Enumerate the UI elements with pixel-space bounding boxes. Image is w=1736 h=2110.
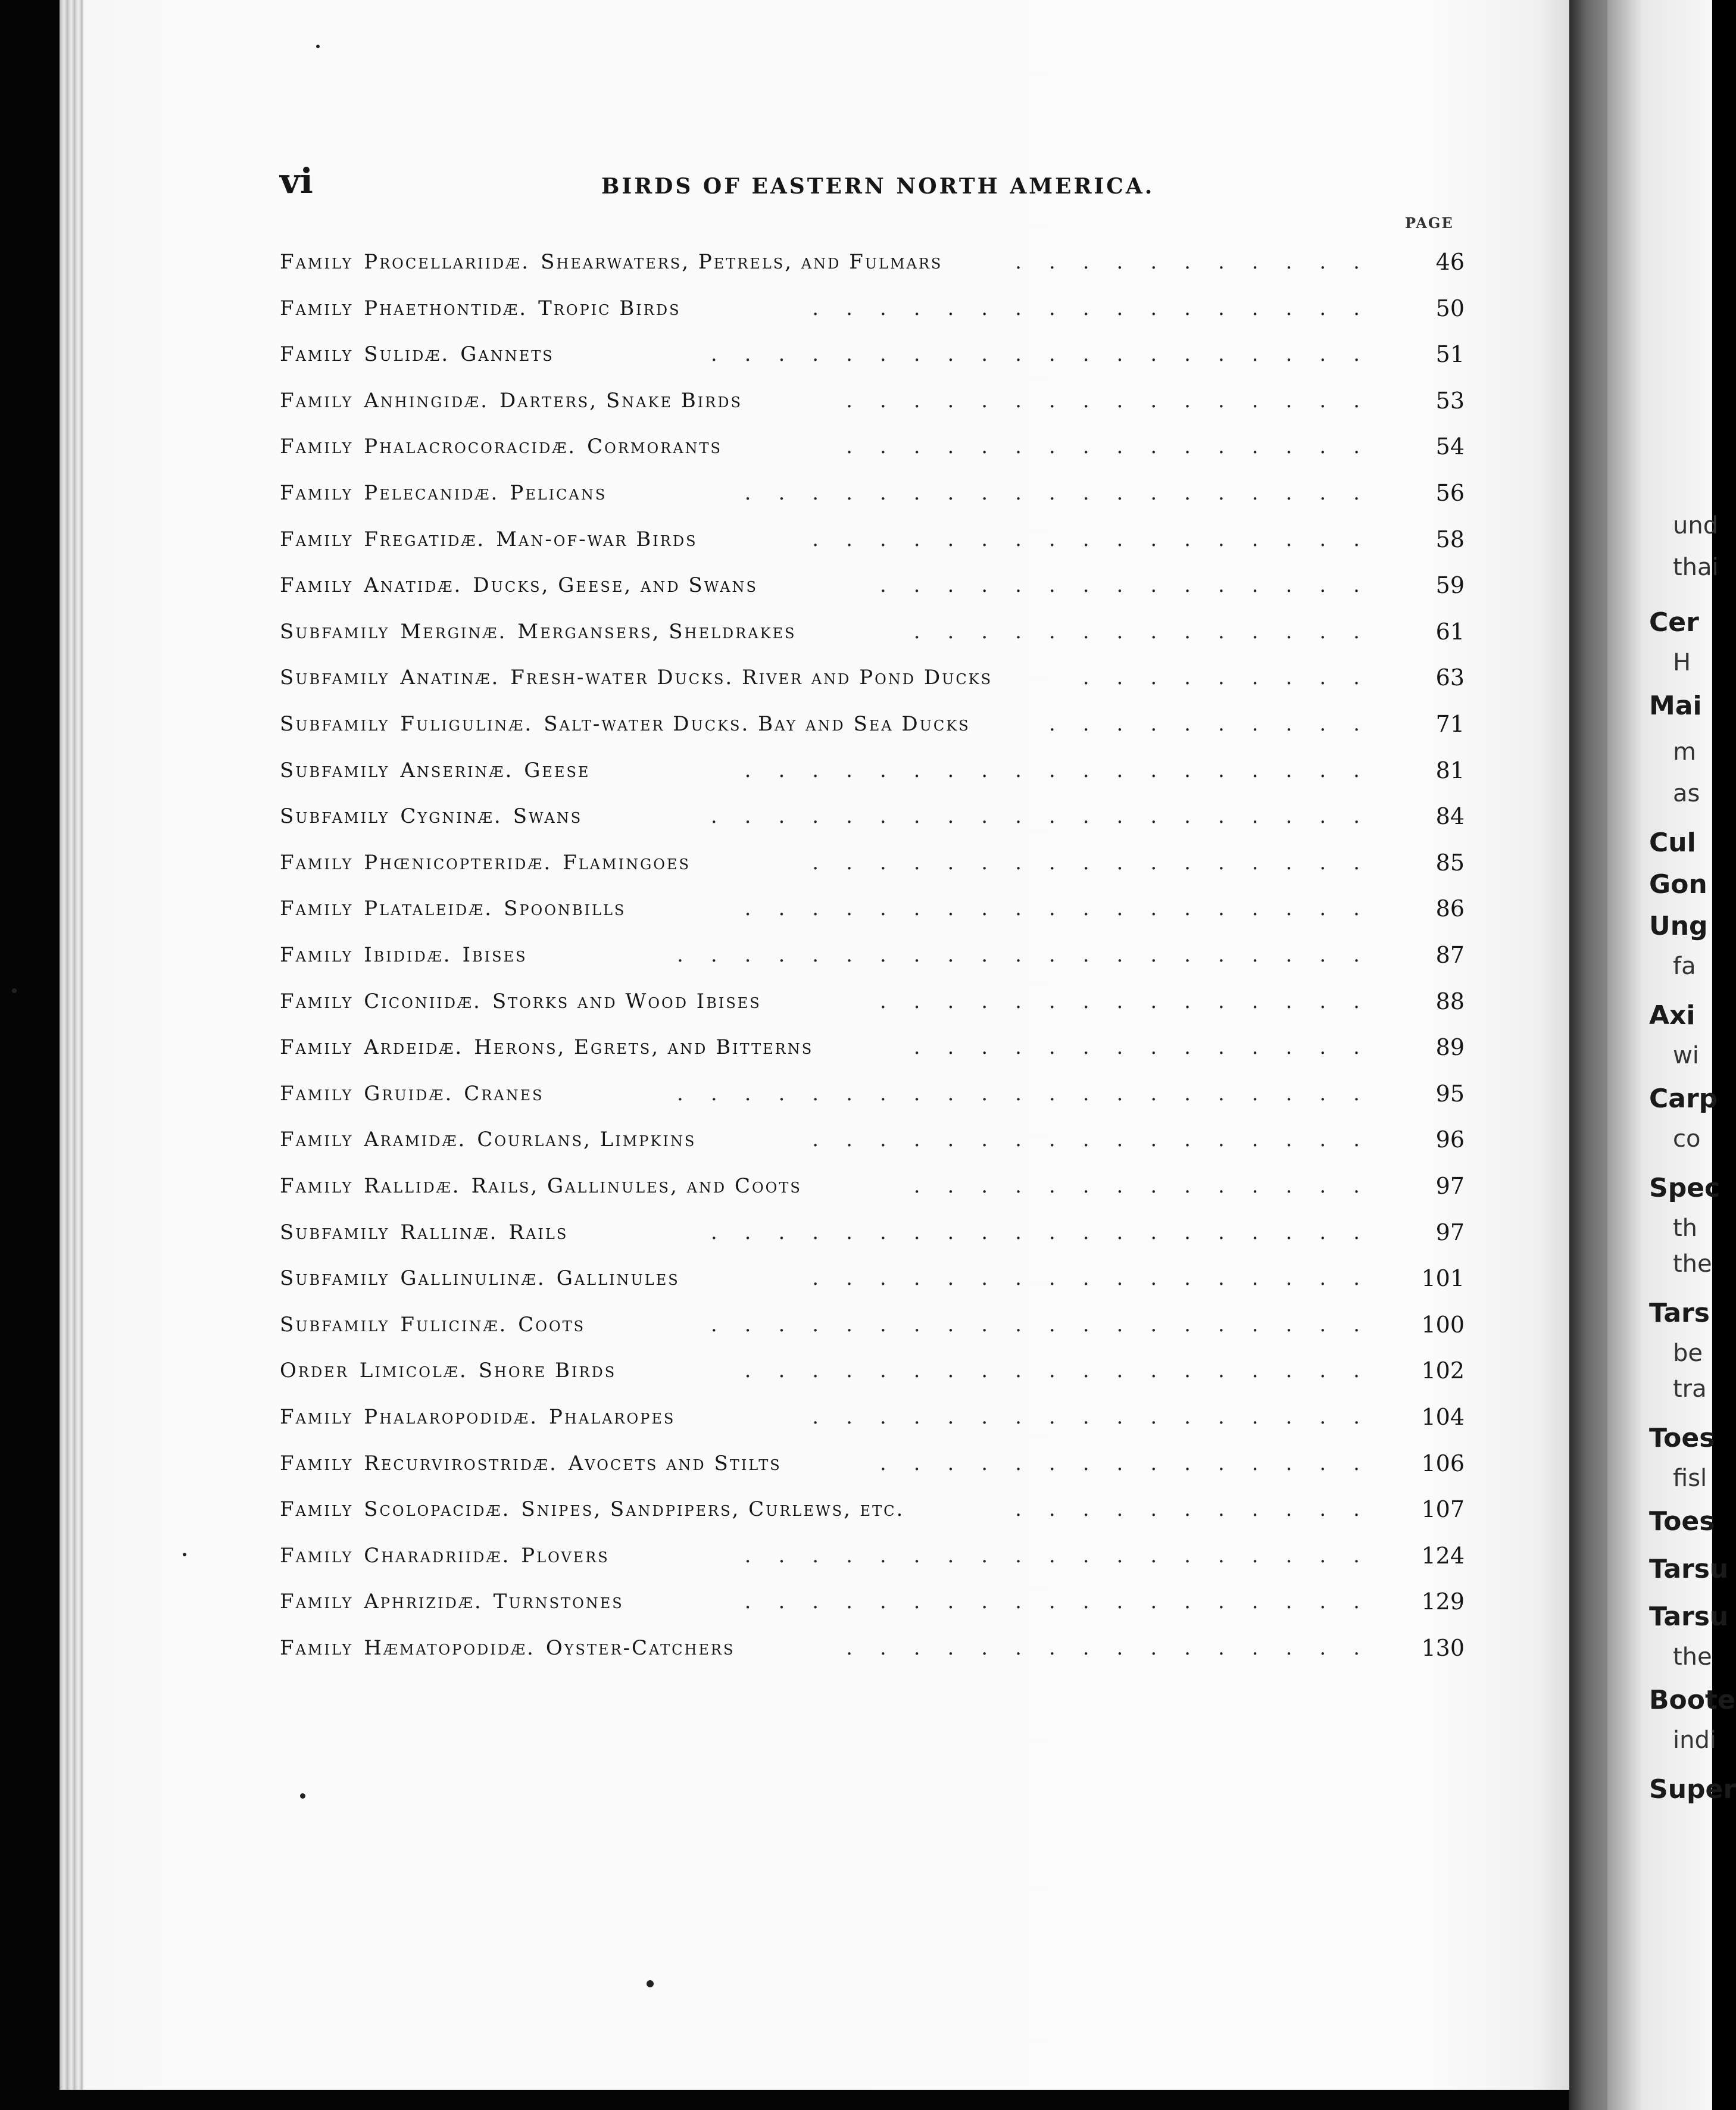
facing-page-fragment: H	[1673, 649, 1691, 676]
taxon-common-name: Avocets and Stilts	[568, 1452, 782, 1475]
taxon-common-name: Shore Birds	[478, 1359, 617, 1382]
toc-entry	[280, 1584, 1465, 1619]
facing-page-fragment: Carp	[1649, 1084, 1718, 1114]
taxon-common-name: Ducks, Geese, and Swans	[473, 573, 758, 597]
toc-entry-heading	[280, 1399, 675, 1435]
taxon-latin-name: Anatinæ.	[400, 666, 500, 689]
taxon-latin-name: Hæmatopodidæ.	[364, 1636, 535, 1660]
toc-page-number: 81	[1435, 757, 1465, 784]
leader-dots: .................	[812, 296, 1387, 320]
facing-page-fragment: Cul	[1649, 828, 1696, 858]
taxon-common-name: Gannets	[460, 342, 554, 366]
taxon-latin-name: Fuligulinæ.	[400, 712, 533, 736]
leader-dots: ...............	[879, 573, 1387, 597]
toc-page-number: 58	[1435, 526, 1465, 553]
facing-page-fragment: co	[1673, 1125, 1701, 1153]
page-number: vi	[280, 161, 313, 201]
facing-page-fragment: m	[1673, 738, 1696, 766]
taxon-common-name: Snipes, Sandpipers, Curlews, etc.	[521, 1497, 905, 1521]
toc-entry	[280, 798, 1465, 834]
toc-entry-heading	[280, 798, 582, 834]
toc-page-number: 96	[1435, 1126, 1465, 1153]
toc-entry	[280, 1538, 1465, 1574]
toc-page-number: 88	[1435, 988, 1465, 1015]
taxon-rank: Family	[280, 1544, 354, 1568]
leader-dots: ..............	[913, 1035, 1387, 1059]
dust-speck	[647, 1980, 654, 1987]
taxon-common-name: Oyster-Catchers	[545, 1636, 735, 1660]
toc-page-number: 85	[1435, 850, 1465, 876]
page-column-label: PAGE	[1405, 214, 1454, 232]
leader-dots: ....................	[710, 1221, 1387, 1244]
taxon-rank: Family	[280, 389, 354, 413]
toc-page-number: 89	[1435, 1034, 1465, 1060]
toc-entry-heading	[280, 291, 681, 326]
leader-dots: ...........	[1015, 1497, 1387, 1521]
toc-page-number: 129	[1421, 1588, 1465, 1615]
toc-entry-heading	[280, 891, 626, 926]
taxon-rank: Family	[280, 1452, 354, 1475]
toc-entry	[280, 1630, 1465, 1666]
leader-dots: ................	[846, 389, 1387, 413]
toc-entry-heading	[280, 660, 992, 695]
facing-page-fragment: wi	[1673, 1042, 1699, 1069]
taxon-rank: Family	[280, 528, 354, 551]
toc-page-number: 106	[1421, 1450, 1465, 1477]
toc-page-number: 71	[1435, 711, 1465, 737]
taxon-common-name: Phalaropes	[549, 1405, 676, 1429]
leader-dots: ...................	[744, 759, 1387, 782]
toc-page-number: 97	[1435, 1173, 1465, 1199]
taxon-latin-name: Gallinulinæ.	[400, 1266, 546, 1290]
toc-page-number: 104	[1421, 1404, 1465, 1430]
toc-entry	[280, 753, 1465, 788]
taxon-latin-name: Plataleidæ.	[364, 897, 494, 920]
taxon-common-name: Man-of-war Birds	[496, 528, 698, 551]
toc-entry-heading	[280, 1630, 735, 1666]
taxon-common-name: Courlans, Limpkins	[477, 1128, 697, 1151]
taxon-rank: Family	[280, 897, 354, 920]
facing-page-fragment: Boote	[1649, 1685, 1735, 1715]
leader-dots: ...................	[744, 1359, 1387, 1382]
toc-entry	[280, 475, 1465, 511]
toc-entry	[280, 567, 1465, 603]
taxon-rank: Family	[280, 1174, 354, 1198]
taxon-common-name: Shearwaters, Petrels, and Fulmars	[541, 250, 943, 274]
toc-page-number: 130	[1421, 1635, 1465, 1661]
leader-dots: .................	[812, 851, 1387, 875]
taxon-rank: Family	[280, 943, 354, 967]
toc-entry-heading	[280, 1215, 568, 1250]
leader-dots: ................	[846, 435, 1387, 458]
toc-entry-heading	[280, 1168, 802, 1204]
toc-entry	[280, 1399, 1465, 1435]
toc-entry	[280, 1029, 1465, 1065]
facing-page-fragment: Tarsu	[1649, 1554, 1729, 1584]
leader-dots: ...............	[879, 1452, 1387, 1475]
leader-dots: .........	[1082, 666, 1387, 689]
taxon-common-name: Rails, Gallinules, and Coots	[471, 1174, 802, 1198]
facing-page-fragment: Toes	[1649, 1506, 1715, 1537]
leader-dots: ....................	[710, 804, 1387, 828]
toc-entry-heading	[280, 1584, 624, 1619]
facing-page-fragment: fisl	[1673, 1465, 1707, 1492]
leader-dots: ..............	[913, 1174, 1387, 1198]
taxon-latin-name: Procellariidæ.	[364, 250, 530, 274]
taxon-common-name: Darters, Snake Birds	[499, 389, 742, 413]
facing-page-fragment: thai	[1673, 554, 1719, 581]
taxon-rank: Family	[280, 435, 354, 458]
toc-entry-heading	[280, 845, 691, 881]
dust-speck	[183, 1553, 186, 1556]
taxon-latin-name: Sulidæ.	[364, 342, 450, 366]
taxon-latin-name: Merginæ.	[400, 620, 507, 644]
taxon-latin-name: Charadriidæ.	[364, 1544, 511, 1568]
facing-page-fragment: be	[1673, 1340, 1703, 1367]
dust-speck	[316, 45, 320, 48]
toc-entry	[280, 1491, 1465, 1527]
taxon-rank: Family	[280, 1405, 354, 1429]
taxon-latin-name: Anatidæ.	[364, 573, 463, 597]
facing-page-fragment: tra	[1673, 1375, 1707, 1403]
facing-page-fragment: Tars	[1649, 1298, 1710, 1328]
toc-page-number: 86	[1435, 895, 1465, 922]
toc-entry	[280, 984, 1465, 1019]
taxon-latin-name: Aramidæ.	[364, 1128, 467, 1151]
taxon-common-name: Mergansers, Sheldrakes	[517, 620, 797, 644]
facing-page-fragment: as	[1673, 780, 1700, 807]
facing-page-fragment: Ung	[1649, 911, 1708, 941]
taxon-latin-name: Fregatidæ.	[364, 528, 486, 551]
toc-page-number: 107	[1421, 1496, 1465, 1522]
taxon-latin-name: Ciconiidæ.	[364, 990, 482, 1013]
toc-entry-heading	[280, 753, 590, 788]
leader-dots: ...................	[744, 481, 1387, 505]
taxon-latin-name: Pelecanidæ.	[364, 481, 499, 505]
leader-dots: .................	[812, 1128, 1387, 1151]
taxon-rank: Family	[280, 1497, 354, 1521]
toc-entry-heading	[280, 244, 942, 280]
taxon-latin-name: Cygninæ.	[400, 804, 502, 828]
taxon-common-name: Ibises	[462, 943, 527, 967]
taxon-common-name: Pelicans	[510, 481, 607, 505]
taxon-latin-name: Phœnicopteridæ.	[364, 851, 552, 875]
toc-entry	[280, 845, 1465, 881]
toc-entry	[280, 429, 1465, 464]
facing-page-fragment: Spec	[1649, 1173, 1721, 1203]
taxon-latin-name: Rallidæ.	[364, 1174, 461, 1198]
taxon-common-name: Plovers	[521, 1544, 610, 1568]
toc-entry	[280, 660, 1465, 695]
leader-dots: .....................	[677, 943, 1387, 967]
leader-dots: ...................	[744, 1590, 1387, 1613]
facing-page-fragment: the	[1673, 1643, 1712, 1671]
toc-entry-heading	[280, 1491, 904, 1527]
taxon-latin-name: Ardeidæ.	[364, 1035, 464, 1059]
toc-entry	[280, 522, 1465, 557]
toc-page-number: 56	[1435, 480, 1465, 506]
toc-entry	[280, 614, 1465, 650]
taxon-rank: Family	[280, 851, 354, 875]
toc-entry-heading	[280, 1122, 696, 1157]
taxon-latin-name: Gruidæ.	[364, 1082, 454, 1106]
taxon-rank: Family	[280, 296, 354, 320]
leader-dots: ....................	[710, 1313, 1387, 1337]
toc-entry	[280, 706, 1465, 742]
taxon-latin-name: Aphrizidæ.	[364, 1590, 483, 1613]
taxon-rank: Subfamily	[280, 1266, 390, 1290]
taxon-common-name: Gallinules	[556, 1266, 680, 1290]
toc-page-number: 50	[1435, 295, 1465, 322]
toc-entry-heading	[280, 475, 607, 511]
leader-dots: .....................	[677, 1082, 1387, 1106]
taxon-rank: Family	[280, 250, 354, 274]
toc-entry	[280, 1353, 1465, 1388]
facing-page-fragment: fa	[1673, 953, 1696, 980]
toc-page-number: 53	[1435, 388, 1465, 414]
toc-page-number: 46	[1435, 249, 1465, 275]
toc-entry	[280, 1076, 1465, 1112]
toc-entry	[280, 937, 1465, 973]
toc-page-number: 54	[1435, 433, 1465, 460]
taxon-rank: Family	[280, 1128, 354, 1151]
taxon-common-name: Flamingoes	[563, 851, 691, 875]
facing-page-fragment: Cer	[1649, 607, 1699, 638]
taxon-latin-name: Anserinæ.	[400, 759, 514, 782]
taxon-latin-name: Fulicinæ.	[400, 1313, 508, 1337]
taxon-common-name: Salt-water Ducks. Bay and Sea Ducks	[544, 712, 970, 736]
taxon-common-name: Swans	[513, 804, 583, 828]
toc-entry	[280, 244, 1465, 280]
toc-entry-heading	[280, 522, 698, 557]
running-title: BIRDS OF EASTERN NORTH AMERICA.	[601, 174, 1155, 199]
toc-entry	[280, 1168, 1465, 1204]
leader-dots: ...................	[744, 897, 1387, 920]
taxon-latin-name: Phaethontidæ.	[364, 296, 528, 320]
toc-entry	[280, 1260, 1465, 1296]
toc-entry-heading	[280, 984, 761, 1019]
taxon-rank: Family	[280, 990, 354, 1013]
taxon-common-name: Spoonbills	[504, 897, 626, 920]
toc-entry	[280, 1307, 1465, 1343]
toc-page-number: 87	[1435, 942, 1465, 968]
dust-speck	[300, 1793, 305, 1799]
toc-entry-heading	[280, 1353, 616, 1388]
toc-page-number: 101	[1421, 1265, 1465, 1291]
toc-page-number: 124	[1421, 1543, 1465, 1569]
toc-entry-heading	[280, 336, 554, 372]
leader-dots: ................	[846, 1636, 1387, 1660]
toc-entry-heading	[280, 1446, 782, 1481]
taxon-common-name: Cranes	[464, 1082, 544, 1106]
taxon-rank: Subfamily	[280, 759, 390, 782]
taxon-rank: Family	[280, 342, 354, 366]
toc-entry	[280, 1446, 1465, 1481]
taxon-rank: Family	[280, 1082, 354, 1106]
toc-entry	[280, 1122, 1465, 1157]
taxon-rank: Subfamily	[280, 620, 390, 644]
taxon-rank: Subfamily	[280, 666, 390, 689]
leader-dots: .................	[812, 1266, 1387, 1290]
taxon-common-name: Coots	[518, 1313, 586, 1337]
taxon-latin-name: Ibididæ.	[364, 943, 452, 967]
taxon-latin-name: Phalaropodidæ.	[364, 1405, 539, 1429]
toc-page-number: 59	[1435, 572, 1465, 598]
taxon-common-name: Turnstones	[493, 1590, 624, 1613]
taxon-common-name: Fresh-water Ducks. River and Pond Ducks	[510, 666, 993, 689]
taxon-rank: Subfamily	[280, 1313, 390, 1337]
taxon-common-name: Geese	[524, 759, 591, 782]
toc-entry	[280, 891, 1465, 926]
toc-entry-heading	[280, 1076, 544, 1112]
toc-entry	[280, 383, 1465, 419]
taxon-latin-name: Limicolæ.	[359, 1359, 468, 1382]
facing-page-fragment: Mai	[1649, 691, 1702, 721]
facing-page-fragment: Gon	[1649, 869, 1707, 900]
leader-dots: ...............	[879, 990, 1387, 1013]
taxon-common-name: Rails	[508, 1221, 569, 1244]
toc-entry-heading	[280, 1538, 610, 1574]
taxon-rank: Family	[280, 573, 354, 597]
toc-entry	[280, 336, 1465, 372]
taxon-common-name: Storks and Wood Ibises	[492, 990, 761, 1013]
toc-entry-heading	[280, 383, 742, 419]
toc-entry-heading	[280, 937, 527, 973]
facing-page-fragment: und	[1673, 512, 1719, 539]
facing-page-fragment: Tarsu	[1649, 1602, 1729, 1632]
taxon-rank: Subfamily	[280, 1221, 390, 1244]
taxon-latin-name: Phalacrocoracidæ.	[364, 435, 577, 458]
facing-page-fragment: Toes	[1649, 1423, 1715, 1453]
toc-page-number: 84	[1435, 803, 1465, 829]
taxon-rank: Subfamily	[280, 712, 390, 736]
leader-dots: ...................	[744, 1544, 1387, 1568]
facing-page-fragment: indi	[1673, 1727, 1716, 1754]
leader-dots: ..........	[1048, 712, 1387, 736]
toc-page-number: 97	[1435, 1219, 1465, 1246]
taxon-common-name: Cormorants	[587, 435, 722, 458]
taxon-rank: Family	[280, 481, 354, 505]
facing-page-fragment: th	[1673, 1215, 1698, 1242]
page-stack-edge	[60, 0, 83, 2090]
toc-entry-heading	[280, 1029, 813, 1065]
toc-page-number: 95	[1435, 1081, 1465, 1107]
leader-dots: ...........	[1015, 250, 1387, 274]
facing-page-fragment: Axi	[1649, 1000, 1696, 1031]
toc-entry	[280, 1215, 1465, 1250]
taxon-rank: Subfamily	[280, 804, 390, 828]
taxon-latin-name: Rallinæ.	[400, 1221, 498, 1244]
toc-page-number: 51	[1435, 341, 1465, 367]
taxon-rank: Family	[280, 1636, 354, 1660]
toc-entry-heading	[280, 1260, 680, 1296]
toc-page-number: 61	[1435, 619, 1465, 645]
toc-page-number: 100	[1421, 1312, 1465, 1338]
toc-page-number: 102	[1421, 1357, 1465, 1384]
toc-entry-heading	[280, 1307, 585, 1343]
leader-dots: ..............	[913, 620, 1387, 644]
taxon-rank: Family	[280, 1035, 354, 1059]
leader-dots: ....................	[710, 342, 1387, 366]
taxon-latin-name: Recurvirostridæ.	[364, 1452, 558, 1475]
taxon-latin-name: Scolopacidæ.	[364, 1497, 511, 1521]
facing-page-fragment: Super	[1649, 1774, 1736, 1805]
toc-entry	[280, 291, 1465, 326]
taxon-rank: Order	[280, 1359, 349, 1382]
toc-entry-heading	[280, 567, 758, 603]
taxon-latin-name: Anhingidæ.	[364, 389, 489, 413]
toc-entry-heading	[280, 614, 796, 650]
toc-entry-heading	[280, 429, 722, 464]
taxon-common-name: Tropic Birds	[538, 296, 681, 320]
toc-entry-heading	[280, 706, 970, 742]
leader-dots: .................	[812, 528, 1387, 551]
toc-page-number: 63	[1435, 664, 1465, 691]
leader-dots: .................	[812, 1405, 1387, 1429]
taxon-common-name: Herons, Egrets, and Bitterns	[474, 1035, 814, 1059]
dust-speck	[12, 988, 17, 993]
facing-page-fragment: the	[1673, 1250, 1712, 1278]
taxon-rank: Family	[280, 1590, 354, 1613]
